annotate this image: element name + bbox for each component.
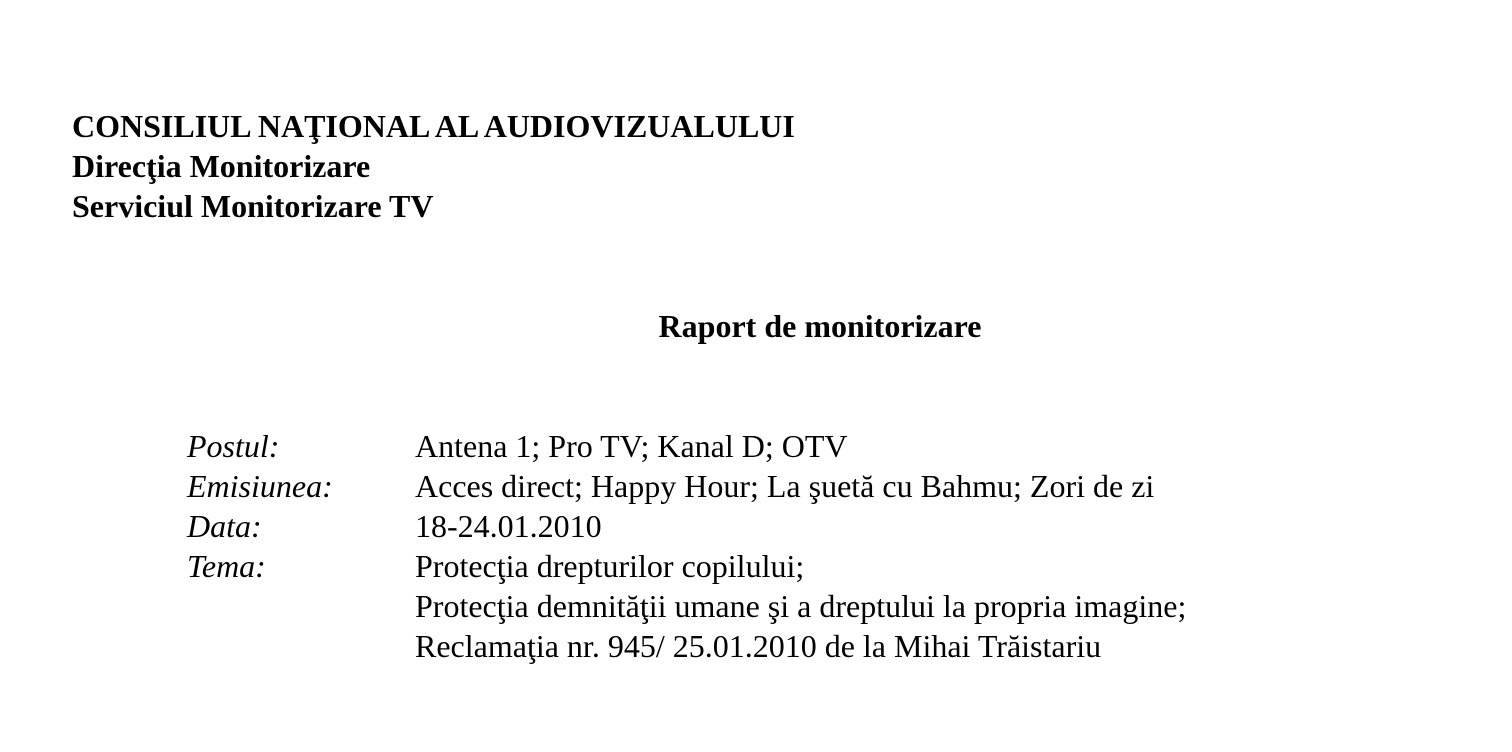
report-metadata — [187, 426, 1186, 666]
emisiunea-value: Acces direct; Happy Hour; La şuetă cu Bahmu; Zori de zi — [415, 468, 1155, 504]
postul-label: Postul: — [187, 428, 280, 464]
emisiunea-label: Emisiunea: — [187, 468, 333, 504]
tema-label: Tema: — [187, 548, 266, 584]
institution-name: CONSILIUL NAŢIONAL AL AUDIOVIZUALULUI — [72, 108, 795, 144]
tema-values — [415, 546, 1186, 666]
data-label: Data: — [187, 508, 262, 544]
tema-value-2: Protecţia demnităţii umane şi a dreptului la propria imagine; — [415, 588, 1187, 624]
report-title: Raport de monitorizare — [658, 308, 982, 344]
meta-row-tema — [187, 546, 1186, 666]
directorate-name: Direcţia Monitorizare — [72, 148, 371, 184]
institution-header — [72, 106, 795, 226]
postul-value: Antena 1; Pro TV; Kanal D; OTV — [415, 428, 848, 464]
tema-value-3: Reclamaţia nr. 945/ 25.01.2010 de la Mihai Trăistariu — [415, 628, 1102, 664]
meta-row-data — [187, 506, 1186, 546]
service-name: Serviciul Monitorizare TV — [72, 188, 434, 224]
data-value: 18-24.01.2010 — [415, 508, 602, 544]
tema-value-1: Protecţia drepturilor copilului; — [415, 548, 805, 584]
meta-row-emisiunea — [187, 466, 1186, 506]
meta-row-postul — [187, 426, 1186, 466]
